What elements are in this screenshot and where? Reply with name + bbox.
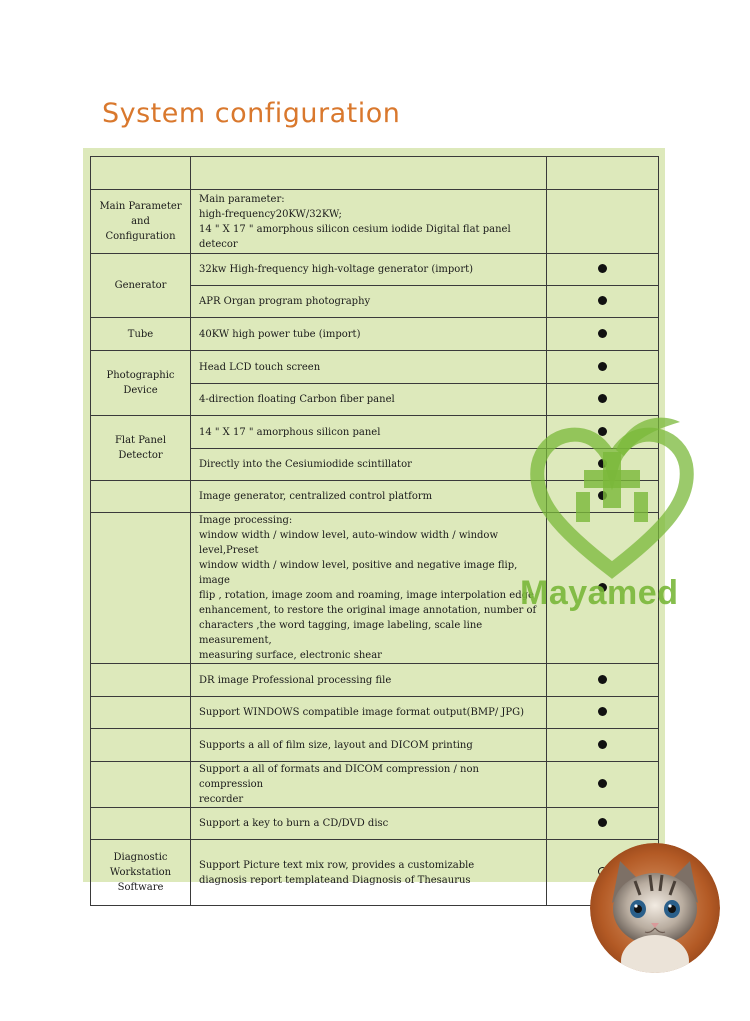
category-cell [91,729,191,762]
feature-cell [191,513,547,664]
table-row [91,254,659,286]
mark-cell [547,351,659,384]
included-dot-icon [598,394,607,403]
included-dot-icon [598,491,607,500]
feature-line: Support a all of formats and DICOM compression / non compression [199,764,479,790]
category-cell [91,762,191,808]
feature-line: Head LCD touch screen [199,361,321,373]
table-row [91,840,659,906]
feature-line: 40KW high power tube (import) [199,328,361,340]
category-cell [91,318,191,351]
feature-cell [191,416,547,449]
included-dot-icon [598,264,607,273]
feature-line: APR Organ program photography [199,296,371,307]
mark-cell [547,384,659,416]
category-cell [91,664,191,697]
category-label: Tube [127,328,154,340]
included-dot-icon [598,818,607,827]
included-dot-icon [598,740,607,749]
mark-cell [547,664,659,697]
table-row [91,351,659,384]
feature-line: Support a key to burn a CD/DVD disc [199,818,389,829]
category-cell [91,840,191,906]
feature-line: window width / window level, auto-window width / window level,Preset [199,530,499,556]
category-label: Diagnostic Workstation Software [109,852,172,893]
feature-cell [191,664,547,697]
category-cell [91,190,191,254]
category-cell [91,513,191,664]
table-header-row [91,157,659,190]
feature-line: Directly into the Cesiumiodide scintillator [199,459,412,470]
category-label: Generator [114,280,167,291]
feature-line: Support Picture text mix row, provides a customizable [199,859,475,871]
feature-line: flip , rotation, image zoom and roaming, image interpolation edge [199,590,534,601]
feature-cell [191,481,547,513]
category-cell [91,697,191,729]
feature-line: Support WINDOWS compatible image format output(BMP/ JPG) [199,707,524,718]
feature-cell [191,318,547,351]
table-row [91,664,659,697]
mark-cell [547,416,659,449]
feature-line: high-frequency20KW/32KW; [199,208,342,220]
feature-cell [191,840,547,906]
kitten-photo [590,843,720,973]
feature-line: DR image Professional processing file [199,674,392,686]
feature-line: Supports a all of film size, layout and DICOM printing [199,739,473,751]
included-dot-icon [598,707,607,716]
table-row [91,481,659,513]
feature-line: 14 " X 17 " amorphous silicon cesium iodide Digital flat panel detecor [199,223,511,250]
category-label: Photographic Device [106,370,175,396]
feature-line: recorder [199,794,244,805]
category-label: Flat Panel Detector [114,435,167,461]
feature-line: 14 " X 17 " amorphous silicon panel [199,426,381,438]
mark-cell [547,318,659,351]
mark-cell [547,449,659,481]
mark-cell [547,697,659,729]
feature-cell [191,697,547,729]
feature-cell [191,729,547,762]
category-cell [91,808,191,840]
included-dot-icon [598,779,607,788]
mark-cell [547,254,659,286]
table-row [91,808,659,840]
table-row [91,762,659,808]
included-dot-icon [598,296,607,305]
category-cell [91,481,191,513]
included-dot-icon [598,362,607,371]
header-cell [91,157,191,190]
mark-cell [547,729,659,762]
feature-cell [191,449,547,481]
feature-line: Main parameter: [199,193,285,205]
mark-cell [547,190,659,254]
category-label: Main Parameter and Configuration [99,201,182,242]
category-cell [91,351,191,416]
feature-line: enhancement, to restore the original image annotation, number of [199,605,537,616]
feature-cell [191,808,547,840]
spec-table [90,156,659,906]
category-cell [91,254,191,318]
header-cell [547,157,659,190]
feature-cell [191,384,547,416]
table-row [91,729,659,762]
feature-line: diagnosis report templateand Diagnosis of Thesaurus [199,874,471,886]
mark-cell [547,286,659,318]
mark-cell [547,481,659,513]
header-cell [191,157,547,190]
feature-line: 4-direction floating Carbon fiber panel [199,394,395,405]
table-row [91,416,659,449]
included-dot-icon [598,459,607,468]
mark-cell [547,762,659,808]
feature-line: Image processing: [199,515,293,526]
feature-cell [191,190,547,254]
feature-line: measuring surface, electronic shear [199,650,382,661]
feature-cell [191,351,547,384]
feature-line: Image generator, centralized control platform [199,491,433,502]
feature-line: window width / window level, positive and negative image flip, image [199,560,518,586]
feature-cell [191,286,547,318]
table-row [91,190,659,254]
watermark-text: Mayamed [520,574,679,612]
included-dot-icon [598,675,607,684]
feature-cell [191,762,547,808]
mark-cell [547,808,659,840]
page-title: System configuration [102,98,401,129]
included-dot-icon [598,329,607,338]
included-dot-icon [598,427,607,436]
table-row [91,697,659,729]
feature-cell [191,254,547,286]
category-cell [91,416,191,481]
table-row [91,318,659,351]
feature-line: 32kw High-frequency high-voltage generator (import) [199,264,474,275]
feature-line: characters ,the word tagging, image labeling, scale line measurement, [199,620,483,646]
